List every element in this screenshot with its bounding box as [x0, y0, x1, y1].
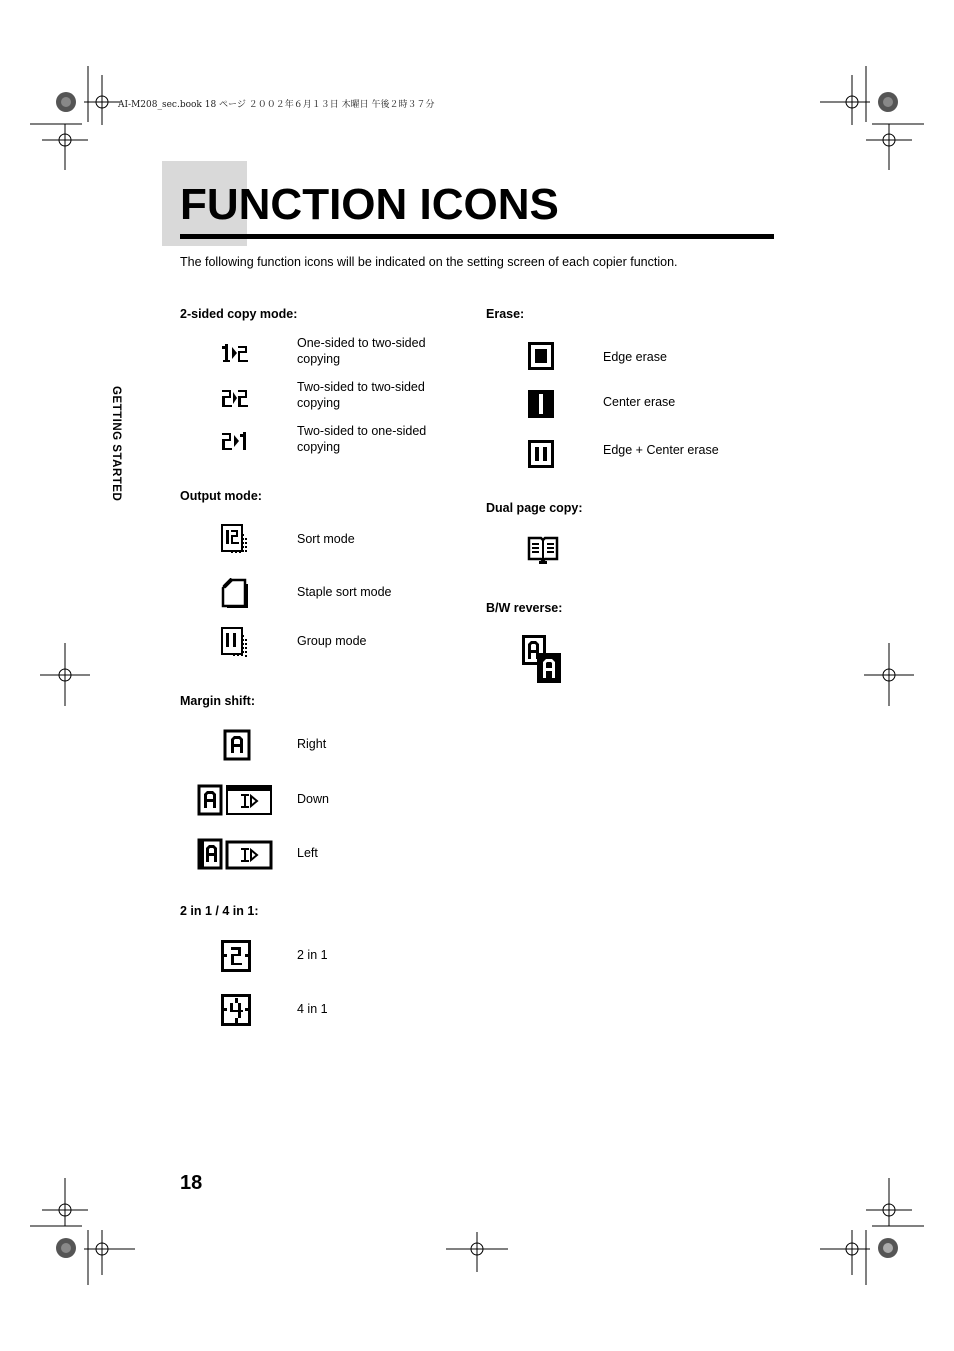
- one-to-two-sided-icon: [222, 342, 250, 364]
- margin-right-icon: [223, 729, 251, 761]
- margin-item-label: Right: [297, 737, 327, 751]
- erase-item-label: Edge erase: [603, 350, 667, 364]
- erase-item-label: Center erase: [603, 395, 676, 409]
- title-rule: [180, 234, 774, 239]
- output-item-label: Group mode: [297, 634, 367, 648]
- chapter-side-label: GETTING STARTED: [110, 386, 122, 502]
- bw-reverse-icon: [522, 635, 562, 683]
- intro-text: The following function icons will be indicated on the setting screen of each copier function.: [180, 255, 678, 269]
- margin-left-icon: [197, 838, 273, 870]
- two-to-two-sided-icon: [222, 387, 250, 409]
- erase-item-label: Edge + Center erase: [603, 443, 719, 457]
- output-item-label: Sort mode: [297, 532, 355, 546]
- four-in-one-icon: [221, 994, 251, 1026]
- edge-center-erase-icon: [528, 440, 554, 468]
- section-title-dual-page: Dual page copy:: [486, 501, 583, 515]
- output-item-label: Staple sort mode: [297, 585, 392, 599]
- center-erase-icon: [528, 390, 554, 418]
- margin-down-icon: [197, 784, 273, 816]
- nup-item-label: 2 in 1: [297, 948, 328, 962]
- staple-sort-icon: [221, 578, 251, 608]
- margin-item-label: Down: [297, 792, 329, 806]
- section-title-erase: Erase:: [486, 307, 525, 321]
- page-number: 18: [180, 1172, 203, 1194]
- two-to-one-sided-icon: [222, 430, 250, 452]
- nup-item-label: 4 in 1: [297, 1002, 328, 1016]
- duplex-item-label: Two-sided to two-sided copying: [297, 380, 425, 410]
- sort-mode-icon: [221, 524, 251, 554]
- duplex-item-label: One-sided to two-sided copying: [297, 336, 426, 366]
- dual-page-copy-icon: [527, 535, 559, 565]
- file-header-line: AI-M208_sec.book 18 ページ ２００２年６月１３日 木曜日 午後２時３７分: [118, 100, 435, 110]
- section-title-margin: Margin shift:: [180, 694, 255, 708]
- edge-erase-icon: [528, 342, 554, 370]
- section-title-output: Output mode:: [180, 489, 262, 503]
- section-title-bw-reverse: B/W reverse:: [486, 601, 563, 615]
- section-title-nup: 2 in 1 / 4 in 1:: [180, 904, 259, 918]
- page-title: FUNCTION ICONS: [180, 180, 559, 229]
- two-in-one-icon: [221, 940, 251, 972]
- section-title-duplex: 2-sided copy mode:: [180, 307, 298, 321]
- duplex-item-label: Two-sided to one-sided copying: [297, 424, 427, 454]
- group-mode-icon: [221, 627, 251, 657]
- margin-item-label: Left: [297, 846, 318, 860]
